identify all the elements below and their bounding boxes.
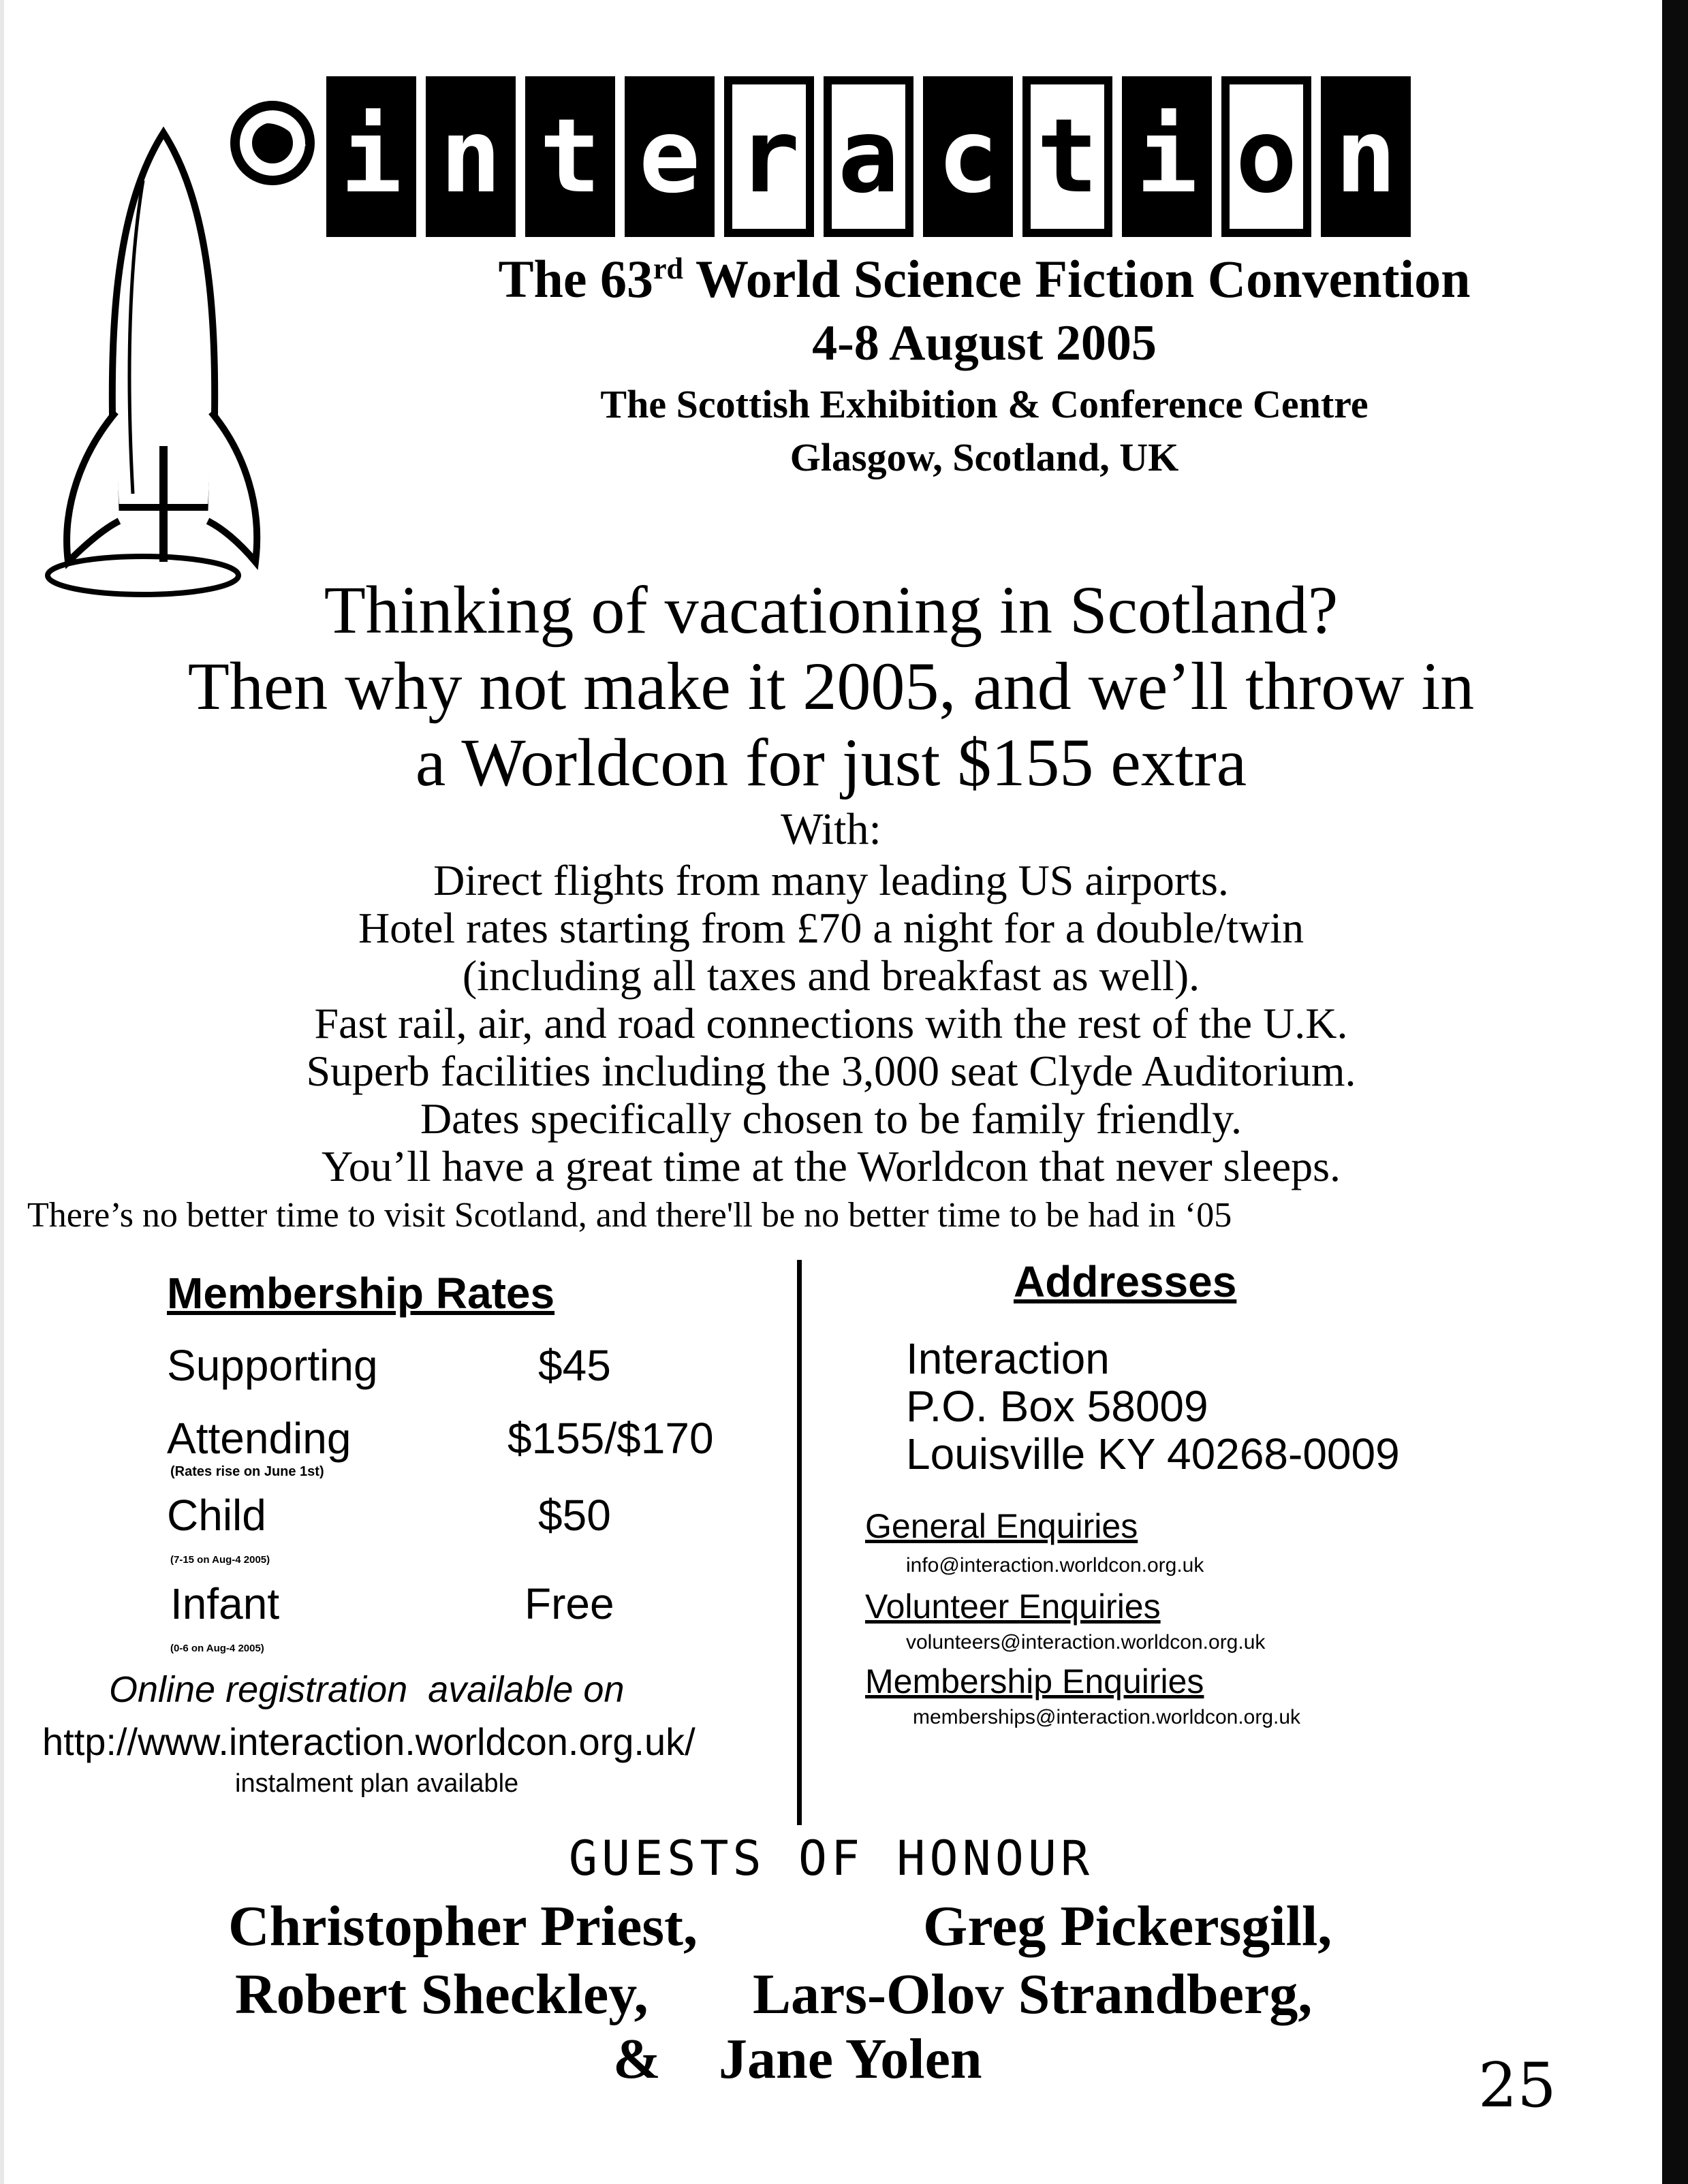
logo-letter-n2: n [1321,76,1411,237]
guest-name: Jane Yolen [719,2027,982,2091]
rate-note-infant: (0-6 on Aug-4 2005) [170,1643,264,1654]
page-number: 25 [1478,2050,1557,2121]
emblem-icon [228,99,317,187]
features-intro: With: [781,804,881,854]
guest-name: Robert Sheckley, [235,1963,648,2026]
list-item: (including all taxes and breakfast as well). [462,951,1200,1000]
convention-dates: 4-8 August 2005 [812,315,1157,371]
postal-address: Interaction P.O. Box 58009 Louisville KY 40268-0009 [906,1334,1400,1478]
features-list [0,857,1662,1190]
registration-url[interactable]: http://www.interaction.worldcon.org.uk/ [42,1720,695,1763]
list-item: Dates specifically chosen to be family friendly. [420,1094,1242,1143]
rate-value-infant: Free [525,1579,614,1628]
tagline: There’s no better time to visit Scotland, and there'll be no better time to be had in ‘05 [27,1196,1232,1235]
logo-letter-t: t [525,76,615,237]
rate-value-supporting: $45 [538,1341,611,1390]
logo-letter-i: i [326,76,416,237]
convention-title: The 63rd World Science Fiction Convention [498,249,1471,308]
convention-city: Glasgow, Scotland, UK [790,435,1179,479]
addresses-title: Addresses [1014,1257,1237,1306]
logo-letter-c: c [923,76,1013,237]
membership-title: Membership Rates [167,1269,555,1318]
convention-venue: The Scottish Exhibition & Conference Centre [600,382,1369,426]
guest-name: Christopher Priest, [228,1895,698,1958]
logo-letter-r: r [724,76,814,237]
membership-enquiries-email[interactable]: memberships@interaction.worldcon.org.uk [913,1706,1301,1728]
rate-label-infant: Infant [170,1579,280,1628]
general-enquiries-email[interactable]: info@interaction.worldcon.org.uk [906,1554,1204,1577]
rate-label-supporting: Supporting [167,1341,378,1390]
rate-label-child: Child [167,1491,266,1540]
list-item: Fast rail, air, and road connections with the rest of the U.K. [314,999,1348,1047]
membership-enquiries-label: Membership Enquiries [865,1662,1204,1700]
guests-title: GUESTS OF HONOUR [568,1831,1094,1886]
logo-letter-i2: i [1122,76,1212,237]
rate-note-child: (7-15 on Aug-4 2005) [170,1554,270,1566]
logo-letter-t2: t [1022,76,1112,237]
list-item: You’ll have a great time at the Worldcon that never sleeps. [321,1142,1341,1190]
instalment-note: instalment plan available [235,1769,519,1798]
pitch-headline: Thinking of vacationing in Scotland? Then why not make it 2005, and we’ll throw in a Worldcon for just $155 extra [187,572,1475,800]
logo-letter-o: o [1221,76,1311,237]
logo-letter-e: e [625,76,715,237]
general-enquiries-label: General Enquiries [865,1507,1138,1545]
online-registration: Online registration available on [109,1669,625,1710]
volunteer-enquiries-email[interactable]: volunteers@interaction.worldcon.org.uk [906,1631,1266,1653]
logo-letter-n: n [426,76,516,237]
guest-ampersand: & [613,2027,661,2091]
rate-value-child: $50 [538,1491,611,1540]
guest-name: Lars-Olov Strandberg, [753,1963,1313,2026]
logo-letter-a: a [824,76,913,237]
rate-value-attending: $155/$170 [507,1414,714,1463]
scan-edge-right [1662,0,1688,2184]
rate-label-attending: Attending [167,1414,351,1463]
list-item: Direct flights from many leading US airports. [433,856,1229,904]
list-item: Superb facilities including the 3,000 seat Clyde Auditorium. [306,1047,1356,1095]
rate-note-attending: (Rates rise on June 1st) [170,1464,324,1479]
column-divider [797,1260,802,1825]
list-item: Hotel rates starting from £70 a night for a double/twin [358,904,1304,952]
interaction-logo [228,65,1411,249]
guest-name: Greg Pickersgill, [923,1895,1332,1958]
volunteer-enquiries-label: Volunteer Enquiries [865,1587,1161,1626]
